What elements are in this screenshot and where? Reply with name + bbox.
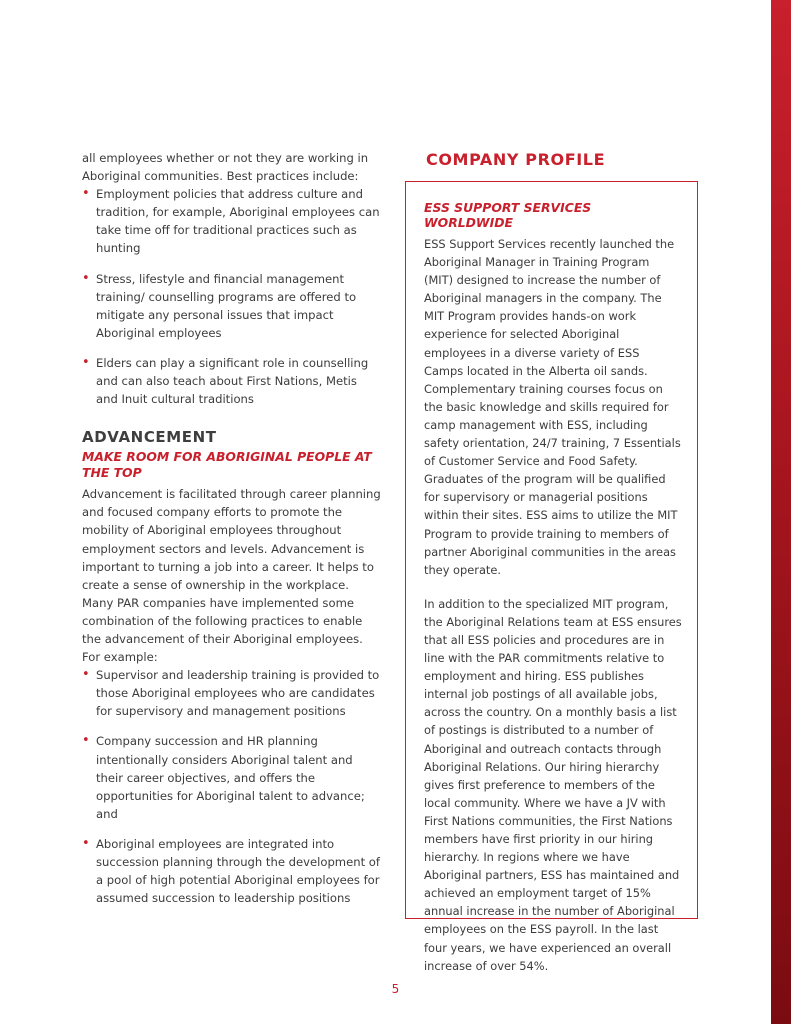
left-column	[82, 149, 382, 907]
bullet-icon: •	[82, 270, 90, 286]
company-profile-box	[405, 181, 698, 973]
list-item: • Company succession and HR planning intentionally considers Aboriginal talent and their career objectives, and offers the opportunities for Aboriginal talent to advance; and	[82, 733, 365, 821]
company-profile-title: COMPANY PROFILE	[426, 150, 606, 169]
bullet-icon: •	[82, 835, 90, 851]
company-profile-paragraph-2: In addition to the specialized MIT program, the Aboriginal Relations team at ESS ensures that all ESS policies and procedures are in line with the PAR commitments relative to employment and hiring. ESS publishes internal job postings of all available jobs, across the country. On a monthly basis a list of postings is distributed to a number of Aboriginal and outreach contacts through Aboriginal Relations. Our hiring hierarchy gives first preference to members of the local community. Where we have a JV with First Nations communities, the First Nations members have first priority in our hiring hierarchy. In regions where we have Aboriginal partners, ESS has maintained and achieved an employment target of 15% annual increase in the number of Aboriginal employees on the ESS payroll. In the last four years, we have experienced an overall increase of over 54%.	[424, 596, 682, 973]
company-profile-content	[424, 200, 682, 975]
list-item: • Supervisor and leadership training is provided to those Aboriginal employees who are candidates for supervisory and management positions	[82, 667, 380, 719]
company-profile-paragraph-1: ESS Support Services recently launched the Aboriginal Manager in Training Program (MIT) designed to increase the number of Aboriginal managers in the company. The MIT Program provides hands-on work experience for selected Aboriginal employees in a diverse variety of ESS Camps located in the Alberta oil sands. Complementary training courses focus on the basic knowledge and skills required for camp management with ESS, including safety orientation, 24/7 training, 7 Essentials of Customer Service and Food Safety. Graduates of the program will be qualified for supervisory or managerial positions within their sites. ESS aims to utilize the MIT Program to provide training to members of partner Aboriginal communities in the areas they operate.	[424, 237, 681, 577]
bullet-icon: •	[82, 667, 90, 683]
page-number: 5	[391, 982, 400, 996]
page-edge-bar	[771, 0, 791, 1024]
advancement-heading: ADVANCEMENT	[82, 428, 217, 447]
advancement-subheading: MAKE ROOM FOR ABORIGINAL PEOPLE AT THE TOP	[82, 449, 372, 480]
advancement-list	[82, 666, 382, 907]
bullet-icon: •	[82, 354, 90, 370]
advancement-paragraph: Advancement is facilitated through career planning and focused company efforts to promote the mobility of Aboriginal employees throughout employment sectors and levels. Advancement is important to turning a job into a career. It helps to create a sense of ownership in the workplace. Many PAR companies have implemented some combination of the following practices to enable the advancement of their Aboriginal employees. For example:	[82, 487, 381, 665]
list-item: • Elders can play a significant role in counselling and can also teach about First Nations, Metis and Inuit cultural traditions	[82, 354, 369, 407]
bullet-icon: •	[82, 186, 90, 202]
list-item: • Stress, lifestyle and financial management training/ counselling programs are offered to mitigate any personal issues that impact Aboriginal employees	[82, 270, 357, 340]
list-item: • Aboriginal employees are integrated into succession planning through the development of a pool of high potential Aboriginal employees for assumed succession to leadership positions	[82, 835, 380, 906]
list-item: • Employment policies that address culture and tradition, for example, Aboriginal employees can take time off for traditional practices such as hunting	[82, 186, 380, 256]
intro-paragraph: all employees whether or not they are working in Aboriginal communities. Best practices include:	[82, 151, 369, 184]
company-profile-heading: ESS SUPPORT SERVICES WORLDWIDE	[424, 200, 592, 230]
best-practices-list	[82, 185, 382, 408]
bullet-icon: •	[82, 733, 90, 749]
